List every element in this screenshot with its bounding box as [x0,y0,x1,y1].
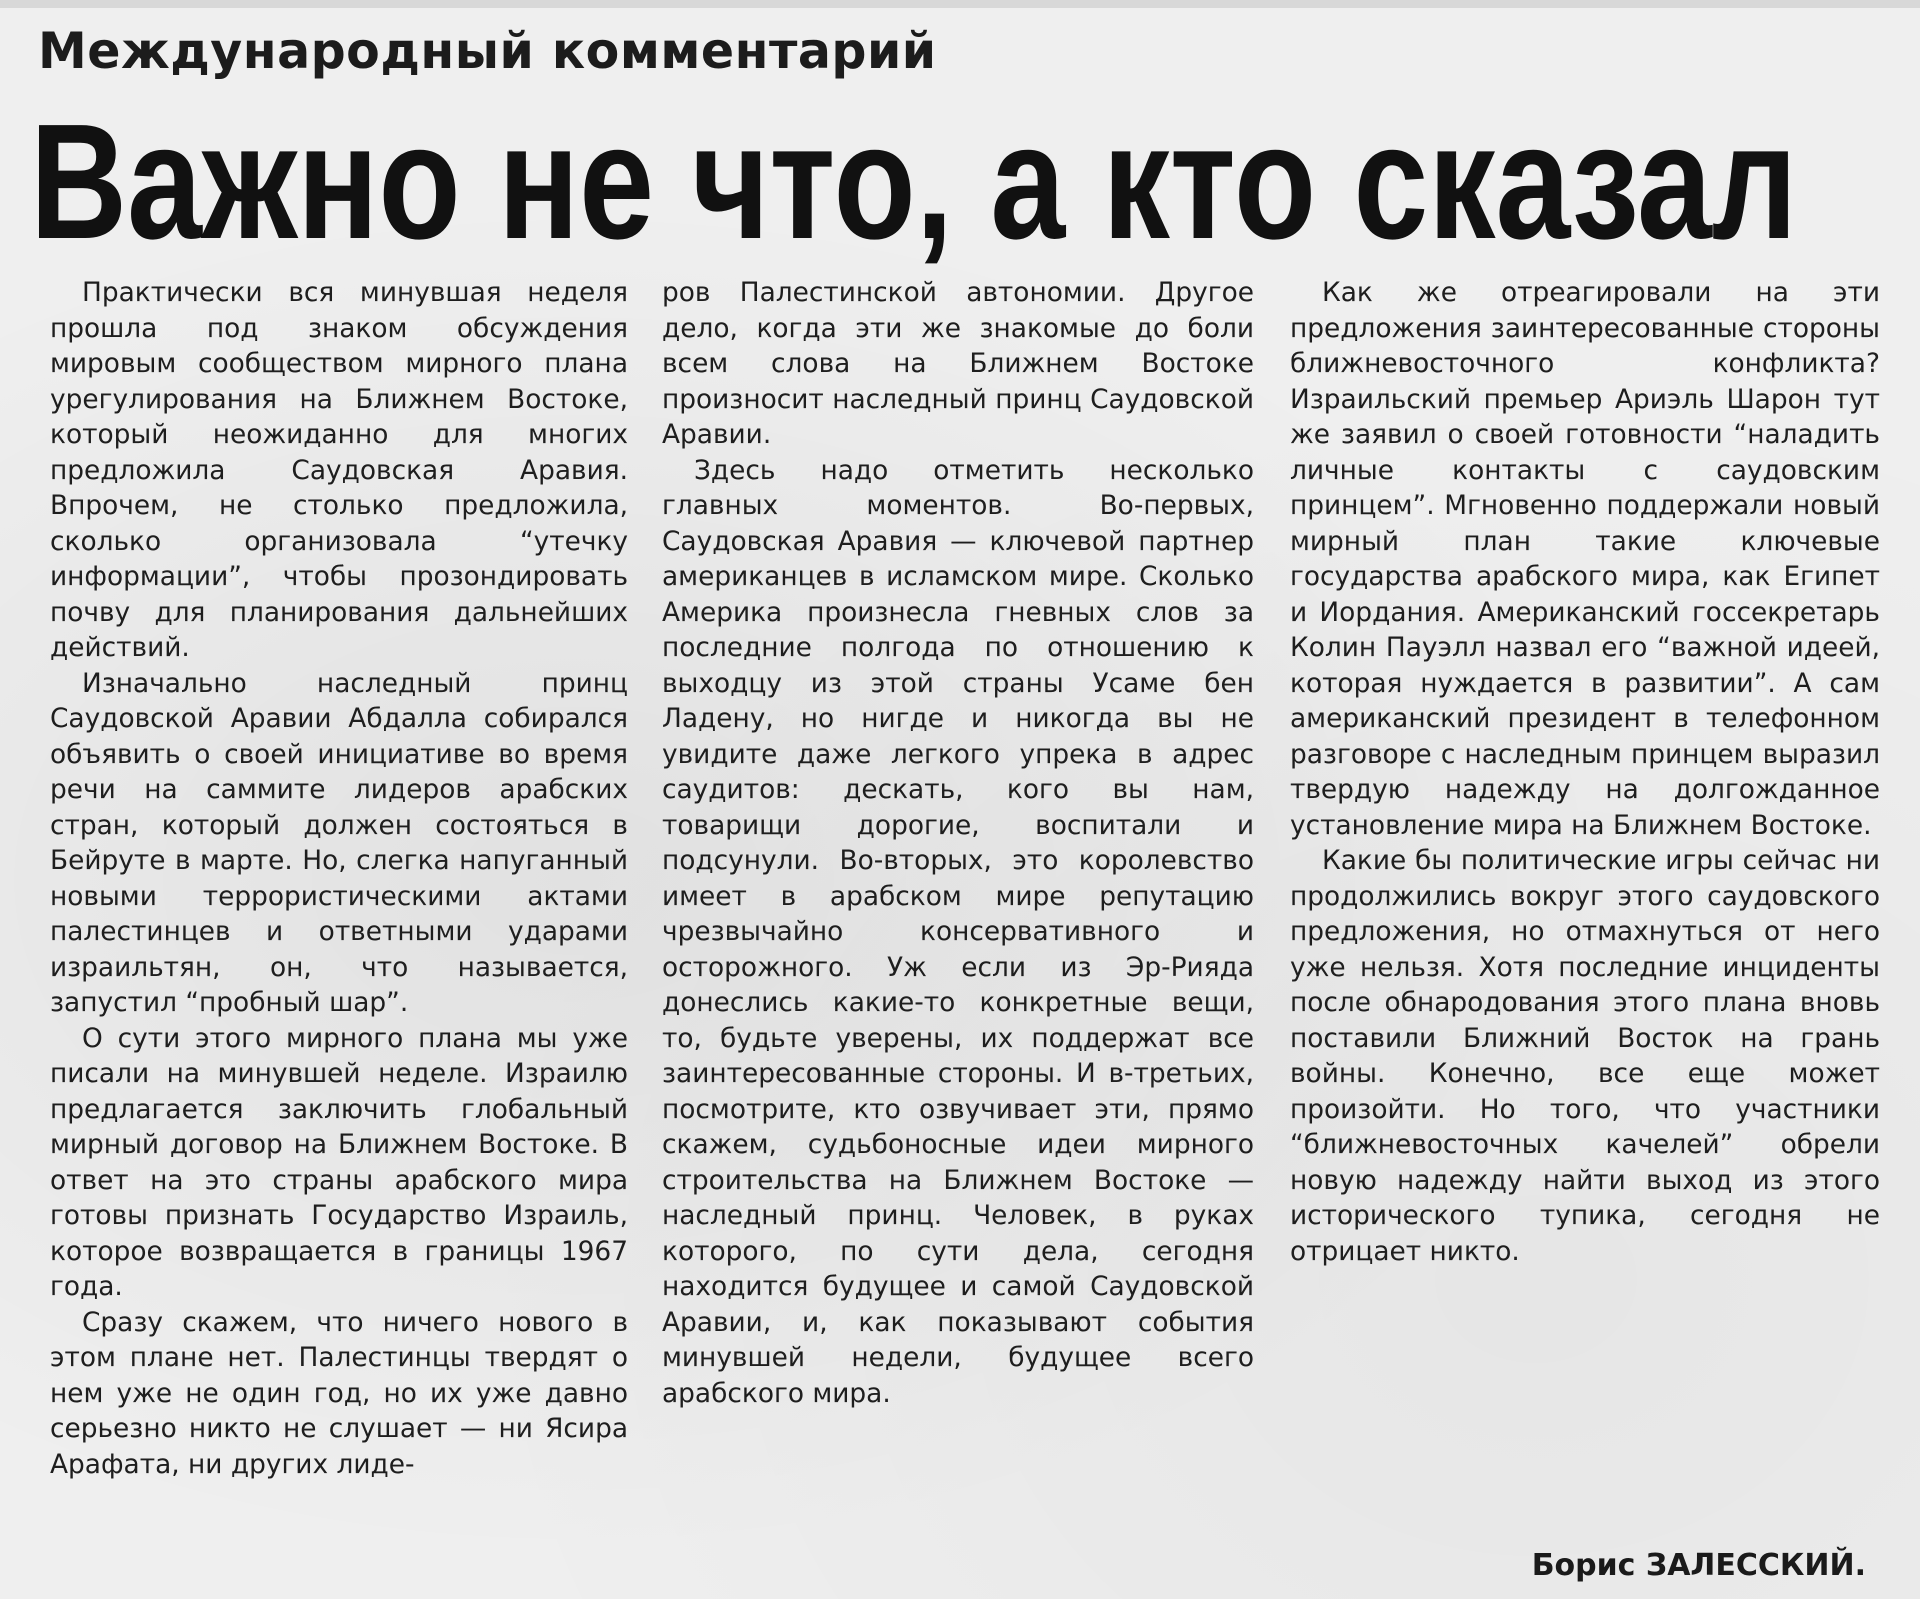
article-column-3 [1290,275,1880,1269]
paragraph: Какие бы политические игры сейчас ни продолжились вокруг этого саудовского предложения, но отмахнуться от него уже нельзя. Хотя последние инциденты после обнародования этого плана вновь поставили Ближний Восток на грань войны. Конечно, все еще может произойти. Но того, что участники “ближневосточных качелей” обрели новую надежду найти выход из этого исторического тупика, сегодня не отрицает никто. [1290,845,1880,1267]
paragraph: Практически вся минувшая неделя прошла под знаком обсуждения мировым сообществом мирного плана урегулирования на Ближнем Востоке, который неожиданно для многих предложила Саудовская Аравия. Впрочем, не столько предложила, сколько организовала “утечку информации”, чтобы прозондировать почву для планирования дальнейших действий. [50,277,628,663]
paragraph: Сразу скажем, что ничего нового в этом плане нет. Палестинцы твердят о нем уже не один год, но их уже давно серьезно никто не слушает — ни Ясира Арафата, ни других лиде- [50,1306,628,1480]
paragraph: Изначально наследный принц Саудовской Аравии Абдалла собирался объявить о своей инициативе во время речи на саммите лидеров арабских стран, который должен состояться в Бейруте в марте. Но, слегка напуганный новыми террористическими актами палестинцев и ответными ударами израильтян, он, что называется, запустил “пробный шар”. [50,667,628,1018]
paragraph: О сути этого мирного плана мы уже писали на минувшей неделе. Израилю предлагается заключить глобальный мирный договор на Ближнем Востоке. В ответ на это страны арабского мира готовы признать Государство Израиль, которое возвращается в границы 1967 года. [50,1022,628,1302]
section-rubric: Международный комментарий [38,22,937,80]
article-column-1 [50,275,628,1482]
paragraph-continued: ров Палестинской автономии. Другое дело, когда эти же знакомые до боли всем слова на Ближнем Востоке произносит наследный принц Саудовской Аравии. [662,277,1254,450]
paragraph: Как же отреагировали на эти предложения заинтересованные стороны ближневосточного конфликта? Израильский премьер Ариэль Шарон тут же заявил о своей готовности “наладить личные контакты с саудовским принцем”. Мгновенно поддержали новый мирный план такие ключевые государства арабского мира, как Египет и Иордания. Американский госсекретарь Колин Пауэлл назвал его “важной идеей, которая нуждается в развитии”. А сам американский президент в телефонном разговоре с наследным принцем выразил твердую надежду на долгожданное установление мира на Ближнем Востоке. [1290,277,1880,841]
author-signature: Борис ЗАЛЕССКИЙ. [1531,1548,1866,1583]
article-headline: Важно не что, а кто сказал [30,90,1798,273]
paragraph: Здесь надо отметить несколько главных моментов. Во-первых, Саудовская Аравия — ключевой партнер американцев в исламском мире. Сколько Америка произнесла гневных слов за последние полгода по отношению к выходцу из этой страны Усаме бен Ладену, но нигде и никогда вы не увидите даже легкого упрека в адрес саудитов: дескать, кого вы нам, товарищи дорогие, воспитали и подсунули. Во-вторых, это королевство имеет в арабском мире репутацию чрезвычайно консервативного и осторожного. Уж если из Эр-Рияда донеслись какие-то конкретные вещи, то, будьте уверены, их поддержат все заинтересованные стороны. И в-третьих, посмотрите, кто озвучивает эти, прямо скажем, судьбоносные идеи мирного строительства на Ближнем Востоке — наследный принц. Человек, в руках которого, по сути дела, сегодня находится будущее и самой Саудовской Аравии, и, как показывают события минувшей недели, будущее всего арабского мира. [662,454,1254,1409]
article-column-2 [662,275,1254,1411]
